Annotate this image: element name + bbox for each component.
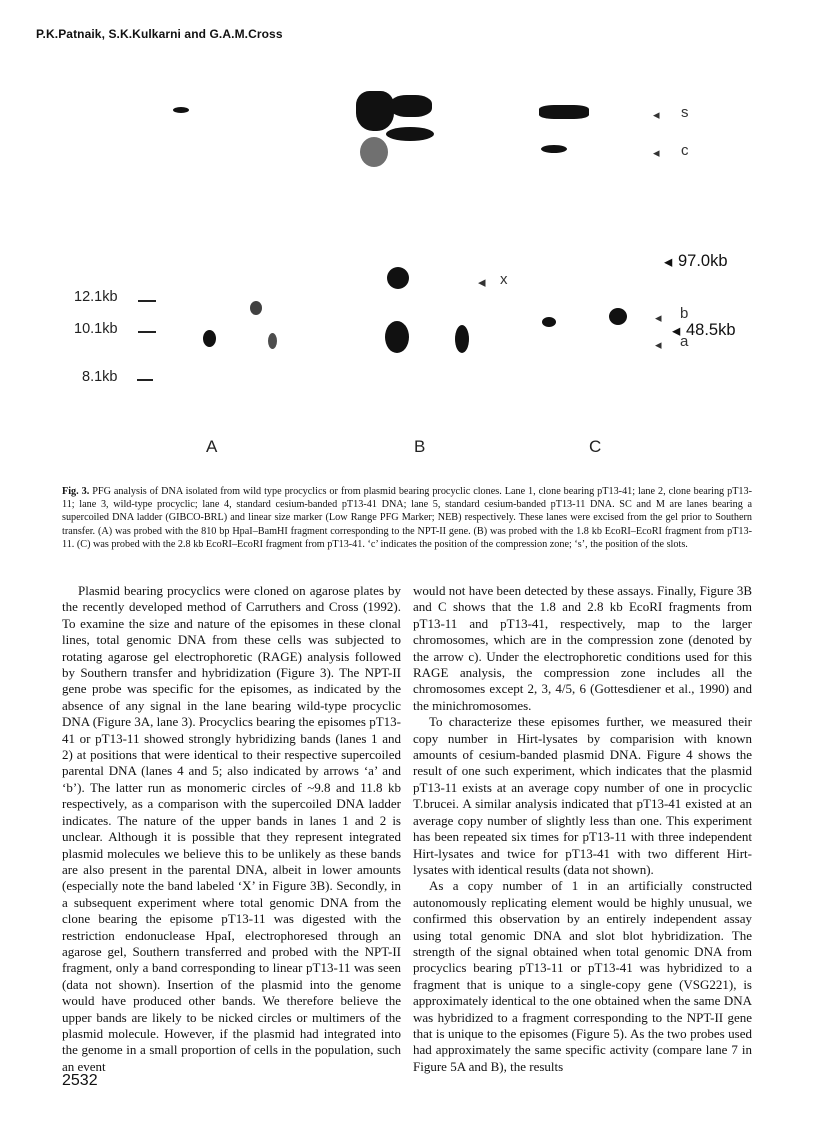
gel-band [173, 107, 189, 113]
paragraph: To characterize these episomes further, we measured their copy number in Hirt-lysates by comparision with known amounts of cesium-banded plasmid DNA. Figure 4 shows the result of one such experiment, which indicates that the plasmid pT13-11 exists at an average copy number of one in procyclic T.brucei. A similar analysis indicated that pT13-41 existed at an average copy number of slightly less than one. This experiment has been repeated six times for pT13-11 with three independent Hirt-lysates and twice for pT13-41 with two different Hirt-lysates with identical results (data not shown). [413, 714, 752, 877]
arrow-icon: ◂ [664, 253, 673, 271]
arrow-icon: ◂ [655, 310, 662, 325]
size-marker-tick [138, 331, 156, 333]
gel-band [385, 321, 409, 353]
size-label-48kb: 48.5kb [686, 321, 736, 339]
arrow-icon: ◂ [653, 145, 660, 160]
size-marker-tick [137, 379, 153, 381]
figure-3-gel [0, 55, 816, 475]
gel-band [268, 333, 277, 349]
gel-band [203, 330, 216, 347]
right-column [413, 583, 752, 1075]
arrow-icon: ◂ [655, 337, 662, 352]
arrow-icon: ◂ [653, 107, 660, 122]
paragraph: As a copy number of 1 in an artificially constructed autonomously replicating element would be highly unusual, we confirmed this observation by an entirely independent assay using total genomic DNA and slot blot hybridization. The strength of the signal obtained when total genomic DNA from procyclics bearing pT13-11 or pT13-41 was hybridized to a fragment that is unique to a single-copy gene (VSG221), is approximately identical to the one obtained when the same DNA was hybridized to a fragment corresponding to the NPT-II gene that is unique to the episomes (Figure 5). As the two probes used had approximately the same specific activity (compare lane 7 in Figure 5A and B), the results [413, 878, 752, 1074]
paragraph: would not have been detected by these assays. Finally, Figure 3B and C shows that the 1.8 and 2.8 kb EcoRI fragments from pT13-11 and pT13-41, respectively, map to the larger chromosomes, which are in the compression zone (denoted by the arrow c). Under the electrophoretic conditions used for this RAGE analysis, the compression zone includes all the chromosomes except 2, 3, 4/5, 6 (Gottesdiener et al., 1990) and the minichromosomes. [413, 583, 752, 713]
paragraph: Plasmid bearing procyclics were cloned on agarose plates by the recently developed method of Carruthers and Cross (1992). To examine the size and nature of the episomes in these clonal lines, total genomic DNA from these cells was subjected to rotating agarose gel electrophoretic (RAGE) analysis followed by Southern transfer and hybridization (Figure 3). The NPT-II gene probe was specific for the episomes, as indicated by the absence of any signal in the lane bearing wild-type procyclic DNA (Figure 3A, lane 3). Procyclics bearing the episomes pT13-41 or pT13-11 showed strongly hybridizing bands (lanes 1 and 2) at positions that were identical to their respective supercoiled parental DNA (lanes 4 and 5; also indicated by arrows ‘a’ and ‘b’). The latter run as monomeric circles of ~9.8 and 11.8 kb respectively, as a comparison with the supercoiled DNA ladder indicates. The nature of the upper bands in lanes 1 and 2 is unclear. Although it is possible that they represent integrated plasmid molecules we believe this to be unlikely as these bands are also present in the parental DNA, albeit in lower amounts (especially note the band labeled ‘X’ in Figure 3B). Secondly, in a subsequent experiment where total genomic DNA from the clone bearing the episome pT13-11 was digested with the restriction endonuclease HpaI, electrophoresed through an agarose gel, Southern transferred and probed with the NPT-II fragment, only a band corresponding to linear pT13-11 was seen (data not shown). Insertion of the plasmid into the genome would have produced other bands. We therefore believe the upper bands are likely to be nicked circles or multimers of the plasmid molecule. However, if the plasmid had integrated into the genome in a small proportion of cells in the population, such an event [62, 583, 402, 1074]
gel-band [386, 127, 434, 141]
compression-label: c [681, 142, 689, 159]
caption-label: Fig. 3. [62, 486, 90, 497]
band-b-label: b [680, 305, 689, 322]
gel-band [387, 267, 409, 289]
gel-band [539, 105, 589, 119]
size-marker-label: 8.1kb [82, 369, 118, 385]
gel-band [542, 317, 556, 327]
size-marker-label: 10.1kb [74, 321, 118, 337]
gel-band [455, 325, 469, 353]
gel-band [609, 308, 627, 325]
panel-label-a: A [206, 437, 218, 456]
gel-band [356, 91, 394, 131]
band-x-label: x [500, 271, 508, 288]
panel-label-b: B [414, 437, 426, 456]
page-number: 2532 [62, 1072, 98, 1089]
size-marker-tick [138, 300, 156, 302]
size-marker-label: 12.1kb [74, 289, 118, 305]
band-a-label: a [680, 333, 689, 350]
figure-caption [62, 485, 752, 551]
panel-label-c: C [589, 437, 602, 456]
slot-label: s [681, 104, 689, 121]
running-head: P.K.Patnaik, S.K.Kulkarni and G.A.M.Cross [36, 27, 283, 41]
arrow-icon: ◂ [672, 322, 681, 340]
gel-band [541, 145, 567, 153]
gel-band [360, 137, 388, 167]
arrow-icon: ◂ [478, 274, 486, 291]
left-column [62, 583, 401, 1075]
caption-text: PFG analysis of DNA isolated from wild type procyclics or from plasmid bearing procyclic clones. Lane 1, clone bearing pT13-41; lane 2, clone bearing pT13-11; lane 3, wild-type procyclic; lane 4, standard cesium-banded pT13-41 DNA; lane 5, standard cesium-banded pT13-11 DNA. SC and M are lanes bearing a supercoiled DNA ladder (GIBCO-BRL) and linear size marker (Low Range PFG Marker; NEB) respectively. These lanes were excised from the gel prior to Southern transfer. (A) was probed with the 810 bp HpaI–BamHI fragment corresponding to the NPT-II gene. (B) was probed with the 1.8 kb EcoRI–EcoRI fragment from pT13-11. (C) was probed with the 2.8 kb EcoRI–EcoRI fragment from pT13-41. ‘c’ indicates the position of the compression zone; ‘s’, the position of the slots. [62, 486, 753, 550]
size-label-97kb: 97.0kb [678, 252, 728, 270]
gel-band [390, 95, 432, 117]
gel-band [250, 301, 262, 315]
